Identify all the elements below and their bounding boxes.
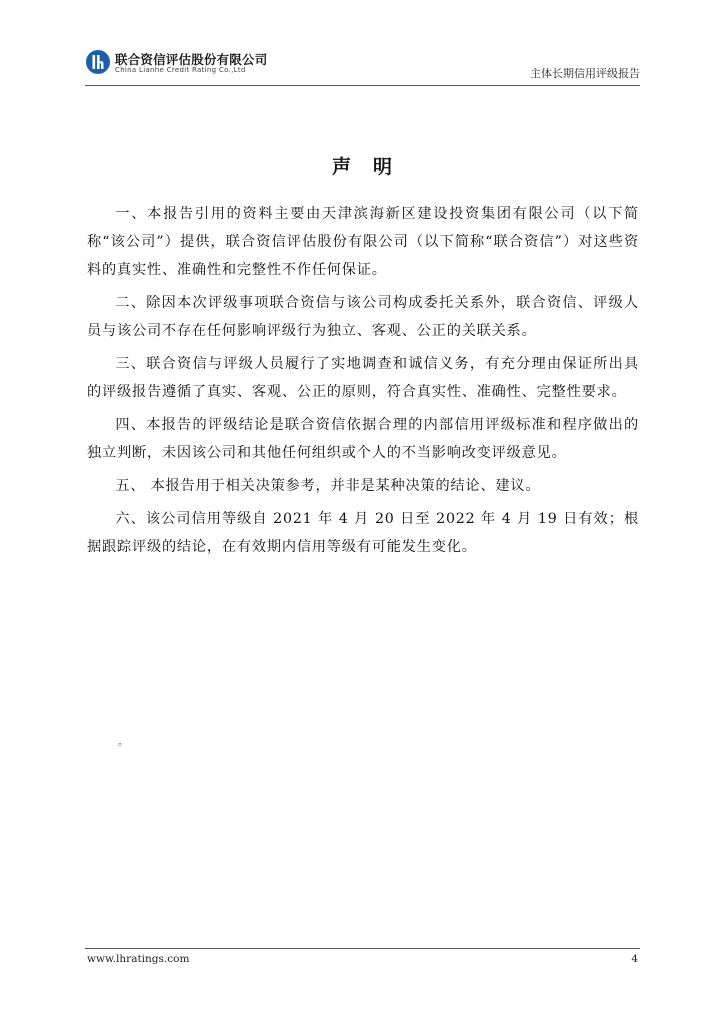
declaration-paragraph-6: 六、该公司信用等级自 2021 年 4 月 20 日至 2022 年 4 月 19 日有效；根据跟踪评级的结论，在有效期内信用等级有可能发生变化。 [87,511,639,555]
declaration-paragraph-1: 一、本报告引用的资料主要由天津滨海新区建设投资集团有限公司（以下简称“该公司”）提供，联合资信评估股份有限公司（以下简称“联合资信”）对这些资料的真实性、准确性和完整性不作任何保证。 [87,206,639,278]
report-type: 主体长期信用评级报告 [530,67,640,80]
declaration-paragraph-5: 五、 本报告用于相关决策参考，并非是某种决策的结论、建议。 [115,478,541,494]
footer-divider [85,948,640,949]
company-name-cn: 联合资信评估股份有限公司 [115,52,268,67]
company-name-en: China Lianhe Credit Rating Co.,Ltd [115,66,246,74]
declaration-paragraph-2: 二、除因本次评级事项联合资信与该公司构成委托关系外，联合资信、评级人员与该公司不存在任何影响评级行为独立、客观、公正的关联关系。 [87,295,639,339]
lianhe-logo-icon [85,49,111,75]
declaration-paragraph-4: 四、本报告的评级结论是联合资信依据合理的内部信用评级标准和程序做出的独立判断，未因该公司和其他任何组织或个人的不当影响改变评级意见。 [87,417,639,461]
declaration-body [87,200,639,566]
page-header [85,45,640,85]
page-title: 声明 [331,156,414,178]
footer-url: www.lhratings.com [87,953,190,965]
stray-mark: 。 [118,737,128,748]
page-number: 4 [631,953,638,965]
declaration-paragraph-3: 三、联合资信与评级人员履行了实地调查和诚信义务，有充分理由保证所出具的评级报告遵循了真实、客观、公正的原则，符合真实性、准确性、完整性要求。 [87,356,639,400]
header-divider [85,85,640,86]
